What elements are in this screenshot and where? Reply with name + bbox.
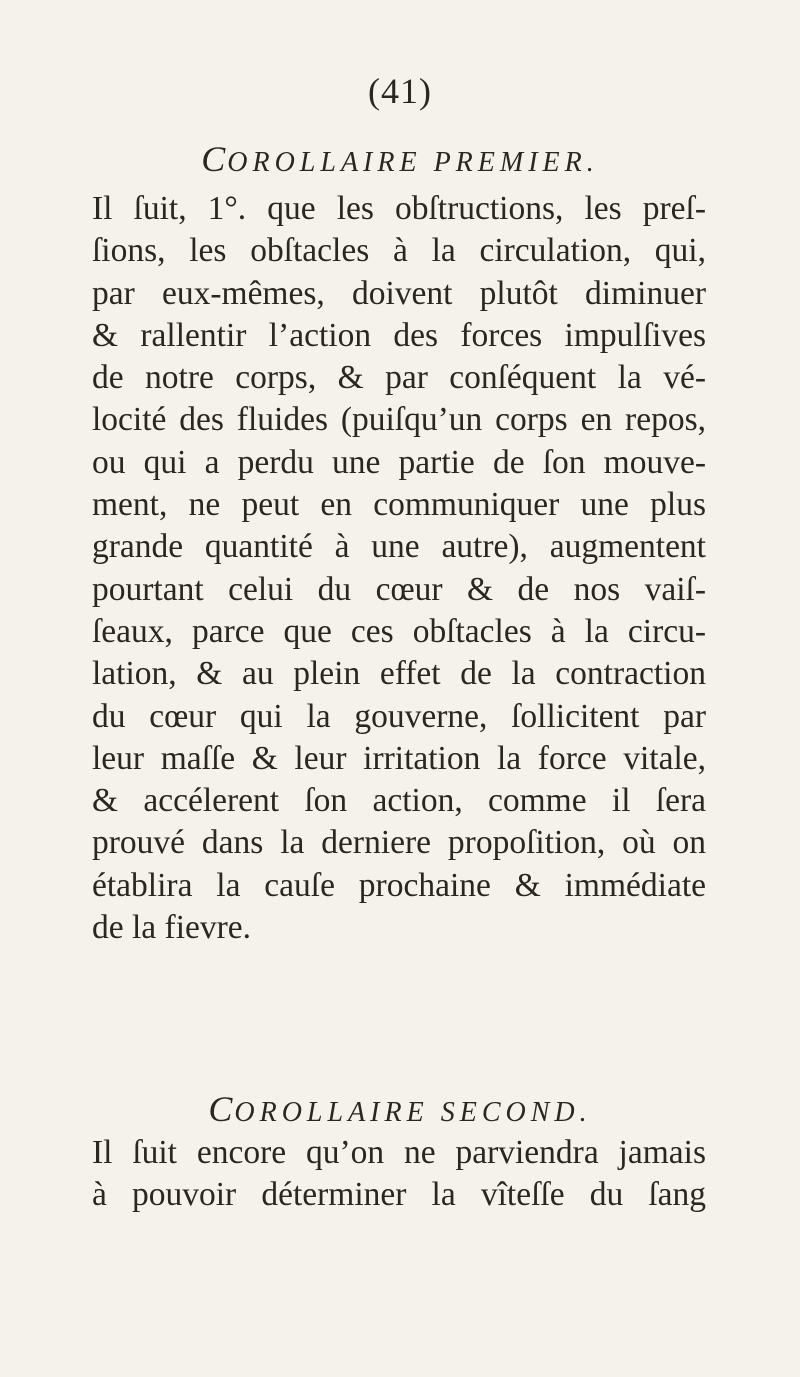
text-line: pourtant celui du cœur & de nos vaiſ- <box>92 570 706 608</box>
paragraph-corollaire-premier <box>92 188 706 949</box>
heading-initial: C <box>201 139 228 179</box>
text-line: grande quantité à une autre), augmentent <box>92 528 706 566</box>
text-line: leur maſſe & leur irritation la force vitale, <box>92 739 706 777</box>
text-line: ſeaux, parce que ces obſtacles à la circu- <box>92 612 706 650</box>
text-line: prouvé dans la derniere propoſition, où on <box>92 824 706 862</box>
text-line: & accélerent ſon action, comme il ſera <box>92 782 706 820</box>
text-line: ment, ne peut en communiquer une plus <box>92 486 706 524</box>
text-line: établira la cauſe prochaine & immédiate <box>92 866 706 904</box>
paragraph-corollaire-second <box>92 1132 706 1217</box>
heading-initial: C <box>208 1089 235 1129</box>
text-line: à pouvoir déterminer la vîteſſe du ſang <box>92 1176 706 1214</box>
text-line: ſions, les obſtacles à la circulation, qui, <box>92 232 706 270</box>
text-line: lation, & au plein effet de la contraction <box>92 655 706 693</box>
text-line: Il ſuit encore qu’on ne parviendra jamais <box>92 1134 706 1171</box>
section-heading-corollaire-second <box>0 1088 800 1130</box>
text-line: de la fievre. <box>92 909 252 947</box>
heading-text: OROLLAIRE PREMIER. <box>227 147 599 178</box>
text-line: de notre corps, & par conſéquent la vé- <box>92 359 706 397</box>
text-line: du cœur qui la gouverne, ſollicitent par <box>92 697 706 735</box>
section-heading-corollaire-premier <box>0 138 800 180</box>
page-number: (41) <box>368 71 432 111</box>
text-line: Il ſuit, 1°. que les obſtructions, les preſ- <box>92 190 706 227</box>
text-line: ou qui a perdu une partie de ſon mouve- <box>92 443 706 481</box>
text-line: par eux-mêmes, doivent plutôt diminuer <box>92 274 706 312</box>
heading-text: OROLLAIRE SECOND. <box>234 1097 592 1128</box>
text-line: & rallentir l’action des forces impulſives <box>92 316 706 354</box>
text-line: locité des fluides (puiſqu’un corps en repos, <box>92 401 706 439</box>
